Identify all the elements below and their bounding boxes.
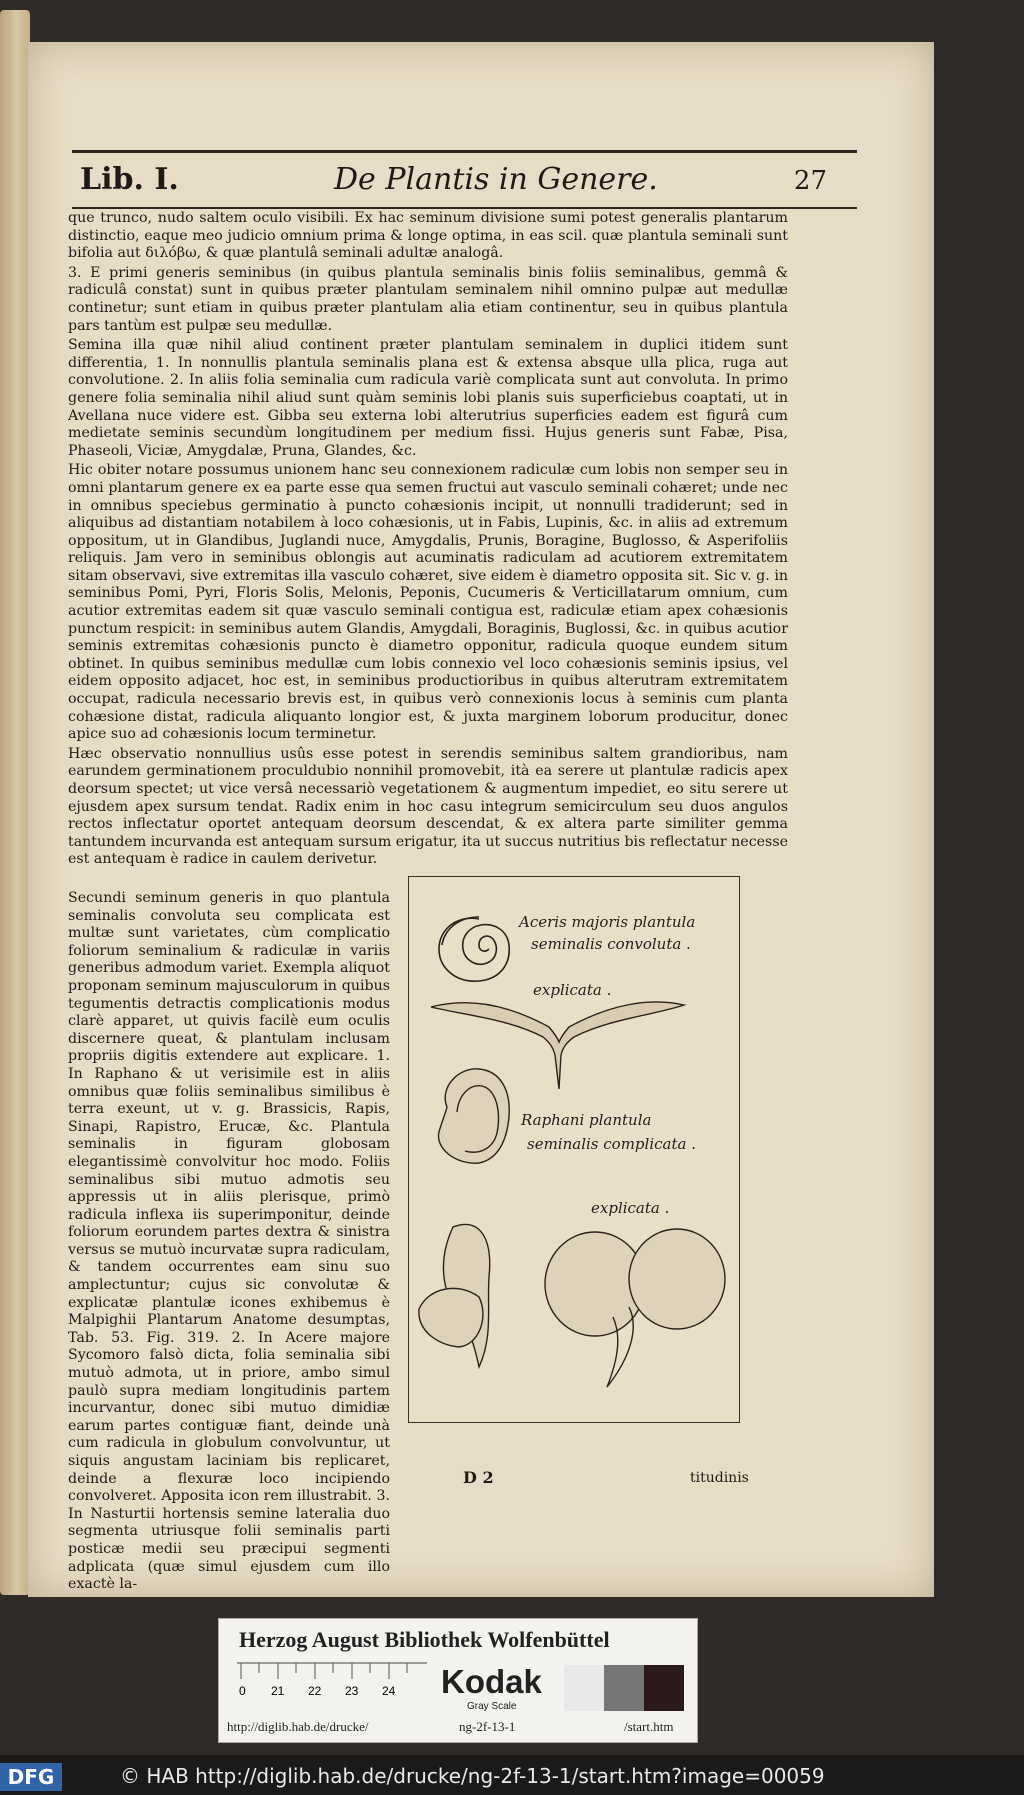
book-number: Lib. I. [80,162,179,197]
ruler-label: 22 [308,1684,322,1698]
library-color-card [218,1618,698,1743]
column-text [68,890,390,1594]
card-url-page: /start.htm [624,1719,674,1734]
caption-maple-explicata: explicata . [533,981,612,999]
card-url-base: http://diglib.hab.de/drucke/ [227,1719,369,1734]
running-title: De Plantis in Genere. [334,162,658,197]
paragraph: Hæc observatio nonnullius usûs esse potest in serendis seminibus saltem grandioribus, nam earundem germinationem proculdubio nonnihil promovebit, ità ea serere ut plantulæ radicis apex deorsum spectet; ut vice versâ necessariò vegetationem & augmentum impediet, eo situ serere ut ejusdem apex sursum tendat. Radix enim in hoc casu integrum semicirculum seu duos angulos rectos inflectatur oportet antequam deorsum descendat, & ex altera parte similiter gemma tantundem incurvanda est antequam sursum erigatur, ita ut succus nutritius bis reflectatur necesse est antequam è radice in caulem derivetur. [68,745,788,868]
gray-scale-patches [564,1665,684,1711]
measurement-ruler [237,1661,427,1701]
ruler-label: 23 [345,1684,359,1698]
figure-plate [408,876,740,1423]
radish-explicata-drawing [419,1224,725,1387]
card-url-id: ng-2f-13-1 [459,1719,516,1734]
dfg-logo: DFG [0,1763,62,1791]
caption-radish-complicata-2: seminalis complicata . [527,1135,696,1153]
paragraph: Semina illa quæ nihil aliud continent præter plantulam seminalem in duplici itidem sunt differentia, 1. In nonnullis plantula seminalis plana est & extensa absque ulla plica, ruga aut convolutione. 2. In aliis folia seminalia cum radicula variè complicata sunt aut convoluta. In primo genere folia seminalia nihil aliud sunt quàm seminis lobi planis suis superficiebus coaptati, ut in Avellana nuce videre est. Gibba seu externa lobi alterutrius superficies eadem est figurâ cum medietate seminis secundùm longitudinem per medium fissi. Hujus generis sunt Fabæ, Pisa, Phaseoli, Viciæ, Amygdalæ, Pruna, Glandes, &c. [68,337,788,459]
paragraph: Secundi seminum generis in quo plantula seminalis convoluta seu complicata est multæ sunt varietates, cùm complicatio foliorum seminalium & radiculæ in variis generibus admodum variet. Exempla aliquot proponam seminum majusculorum in quibus tegumentis detractis complicationis modus clarè apparet, ut quivis facilè eum oculis discernere queat, & plantulam inclusam propriis digitis extendere aut explicare. 1. In Raphano & ut verisimile est in aliis omnibus quæ foliis seminalibus similibus è terra exeunt, ut v. g. Brassicis, Rapis, Sinapi, Rapistro, Erucæ, &c. Plantula seminalis in figuram globosam elegantissimè convolvitur hoc modo. Foliis seminalibus sibi mutuo admotis seu appressis ut in aliis plerisque, primò radicula inflexa iis superimponitur, deinde foliorum eorundem partes dextra & sinistra versus se mutuò incurvatæ supra radiculam, & tandem occurrentes eam sinu suo amplectuntur; cujus sic convolutæ & explicatæ plantulæ icones exhibemus è Malpighii Plantarum Anatome desumptas, Tab. 53. Fig. 319. 2. In Acere majore Sycomoro falsò dicta, folia seminalia sibi mutuò admota, ut in priore, ambo simul paulò supra mediam longitudinis partem incurvantur, donec sibi mutuo dimidiæ earum partes contiguæ fiant, deinde unà cum radicula in globulum convolvuntur, ut siquis angustam laciniam bis replicaret, deinde a flexuræ loco incipiendo convolveret. Apposita icon rem illustrabit. 3. In Nasturtii hortensis semine lateralia duo segmenta utriusque folii seminalis parti posticæ medii seu præcipui segmenti adplicata (quæ simul ejusdem cum illo exactè la- [68,890,390,1593]
caption-radish-complicata-1: Raphani plantula [521,1111,652,1129]
kodak-logo: Kodak [441,1663,542,1700]
library-name: Herzog August Bibliothek Wolfenbüttel [239,1627,610,1652]
footer-bar [0,1755,1024,1795]
header-rule-bottom [72,207,857,209]
body-text [68,210,788,869]
book-page [28,42,934,1597]
paragraph: que trunco, nudo saltem oculo visibili. Ex hac seminum divisione sumi potest generalis plantarum distinctio, eaque meo judicio omnium prima & longe optima, in eas scil. quæ plantula seminali sunt bifolia aut διλόβω, & quæ plantulâ seminali adultæ analogâ. [68,210,788,262]
catchword: titudinis [690,1470,749,1486]
maple-convolute-drawing [439,917,509,981]
radish-complicate-drawing [438,1069,509,1163]
header-rule-top [72,150,857,153]
running-head [72,154,857,206]
caption-radish-explicata: explicata . [591,1199,670,1217]
paragraph: 3. E primi generis seminibus (in quibus plantula seminalis binis foliis seminalibus, gemmâ & radiculâ constat) sunt in quibus præter plantulam seminalem nihil omnino pulpæ aut medullæ continetur; sunt etiam in quibus præter plantulam alia etiam continentur, seu in quibus plantula pars tantùm est pulpæ seu medullæ. [68,264,788,334]
footer-credit: © HAB http://diglib.hab.de/drucke/ng-2f-13-1/start.htm?image=00059 [120,1764,825,1788]
paragraph: Hic obiter notare possumus unionem hanc seu connexionem radiculæ cum lobis non semper seu in omni plantarum genere ex ea parte esse qua semen fructui aut vasculo seminali cohæret; unde nec in omnibus speciebus germinatio à puncto cohæsionis incipit, ut nonnulli tradiderunt; sed in aliquibus ad distantiam notabilem à loco cohæsionis, ut in Fabis, Lupinis, &c. in aliis ad extremum oppositum, ut in Glandibus, Juglandi nuce, Amygdalis, Prunis, Boragine, Buglosso, & Asperifoliis reliquis. Jam vero in seminibus oblongis aut acuminatis radiculam ad acutiorem extremitatem sitam observavi, sive extremitas illa vasculo cohæret, sive eidem è diametro opposita sit. Sic v. g. in seminibus Pomi, Pyri, Floris Solis, Melonis, Peponis, Cucumeris & Verticillatarum omnium, cum acutior extremitas eadem sit quæ vasculo seminali contigua est, radiculæ etiam apex cohæsionis punctum respicit: in seminibus autem Glandis, Amygdali, Boraginis, Buglossi, &c. in quibus acutior seminis extremitas cohæsionis puncto è diametro opponitur, radicula quoque eundem situm obtinet. In quibus seminibus medullæ cum lobis connexio vel loco cohæsionis seminis ipsius, vel eidem opposito adjacet, hoc est, in seminibus productioribus in quibus alterutram extremitatem occupat, radicula necessario brevis est, in quibus verò connexionis locus à seminis cum planta cohæsione distat, radicula aliquanto longior est, & juxta marginem loborum producitur, donec apice suo ad cohæsionis locum terminetur. [68,462,788,743]
caption-maple-convoluta-1: Aceris majoris plantula [519,913,696,931]
page-number: 27 [793,166,827,196]
ruler-label: 21 [271,1684,285,1698]
signature-mark: D 2 [463,1468,494,1487]
ruler-label: 0 [239,1684,246,1698]
caption-maple-convoluta-2: seminalis convoluta . [531,935,691,953]
seedling-engravings [409,877,739,1422]
gray-scale-label: Gray Scale [467,1701,517,1712]
left-page-edge [0,10,30,1595]
ruler-label: 24 [382,1684,396,1698]
